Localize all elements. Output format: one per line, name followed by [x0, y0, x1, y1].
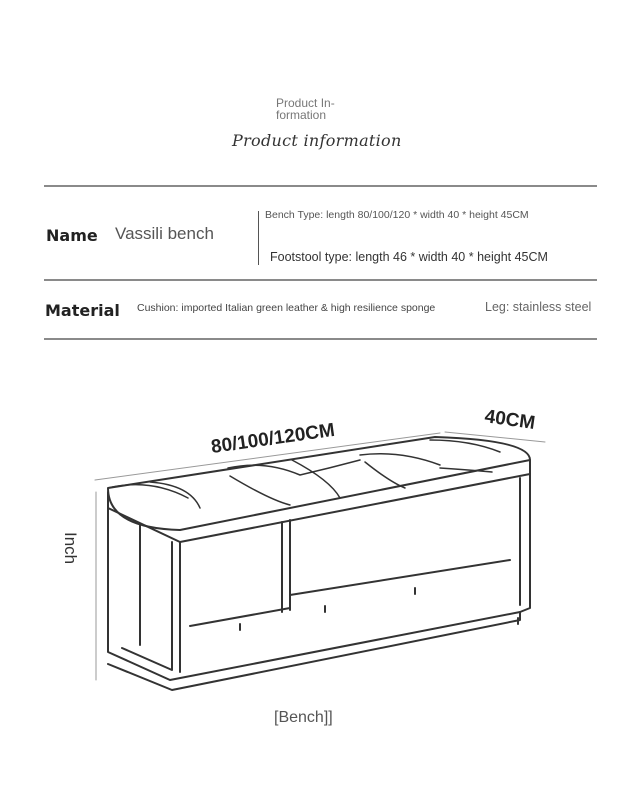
- spec-separator: [258, 211, 259, 265]
- header-small-title: Product In-formation: [276, 96, 335, 122]
- diagram-caption: [Bench]]: [274, 709, 333, 726]
- divider-middle: [44, 279, 597, 281]
- header-script-title: Product information: [232, 131, 402, 150]
- material-cushion: Cushion: imported Italian green leather & high resilience sponge: [137, 302, 436, 314]
- bench-line-drawing-icon: [0, 380, 640, 700]
- name-label: Name: [46, 226, 98, 245]
- material-leg: Leg: stainless steel: [485, 300, 592, 314]
- length-dimension-label: 80/100/120CM: [209, 419, 337, 458]
- divider-bottom: [44, 338, 597, 340]
- bench-spec: Bench Type: length 80/100/120 * width 40 * height 45CM: [265, 209, 529, 221]
- width-dimension-label: 40CM: [483, 406, 537, 435]
- name-value: Vassili bench: [115, 224, 214, 243]
- divider-top: [44, 185, 597, 187]
- footstool-spec: Footstool type: length 46 * width 40 * height 45CM: [270, 250, 548, 264]
- material-label: Material: [45, 301, 120, 320]
- height-dimension-label: Inch: [61, 532, 80, 565]
